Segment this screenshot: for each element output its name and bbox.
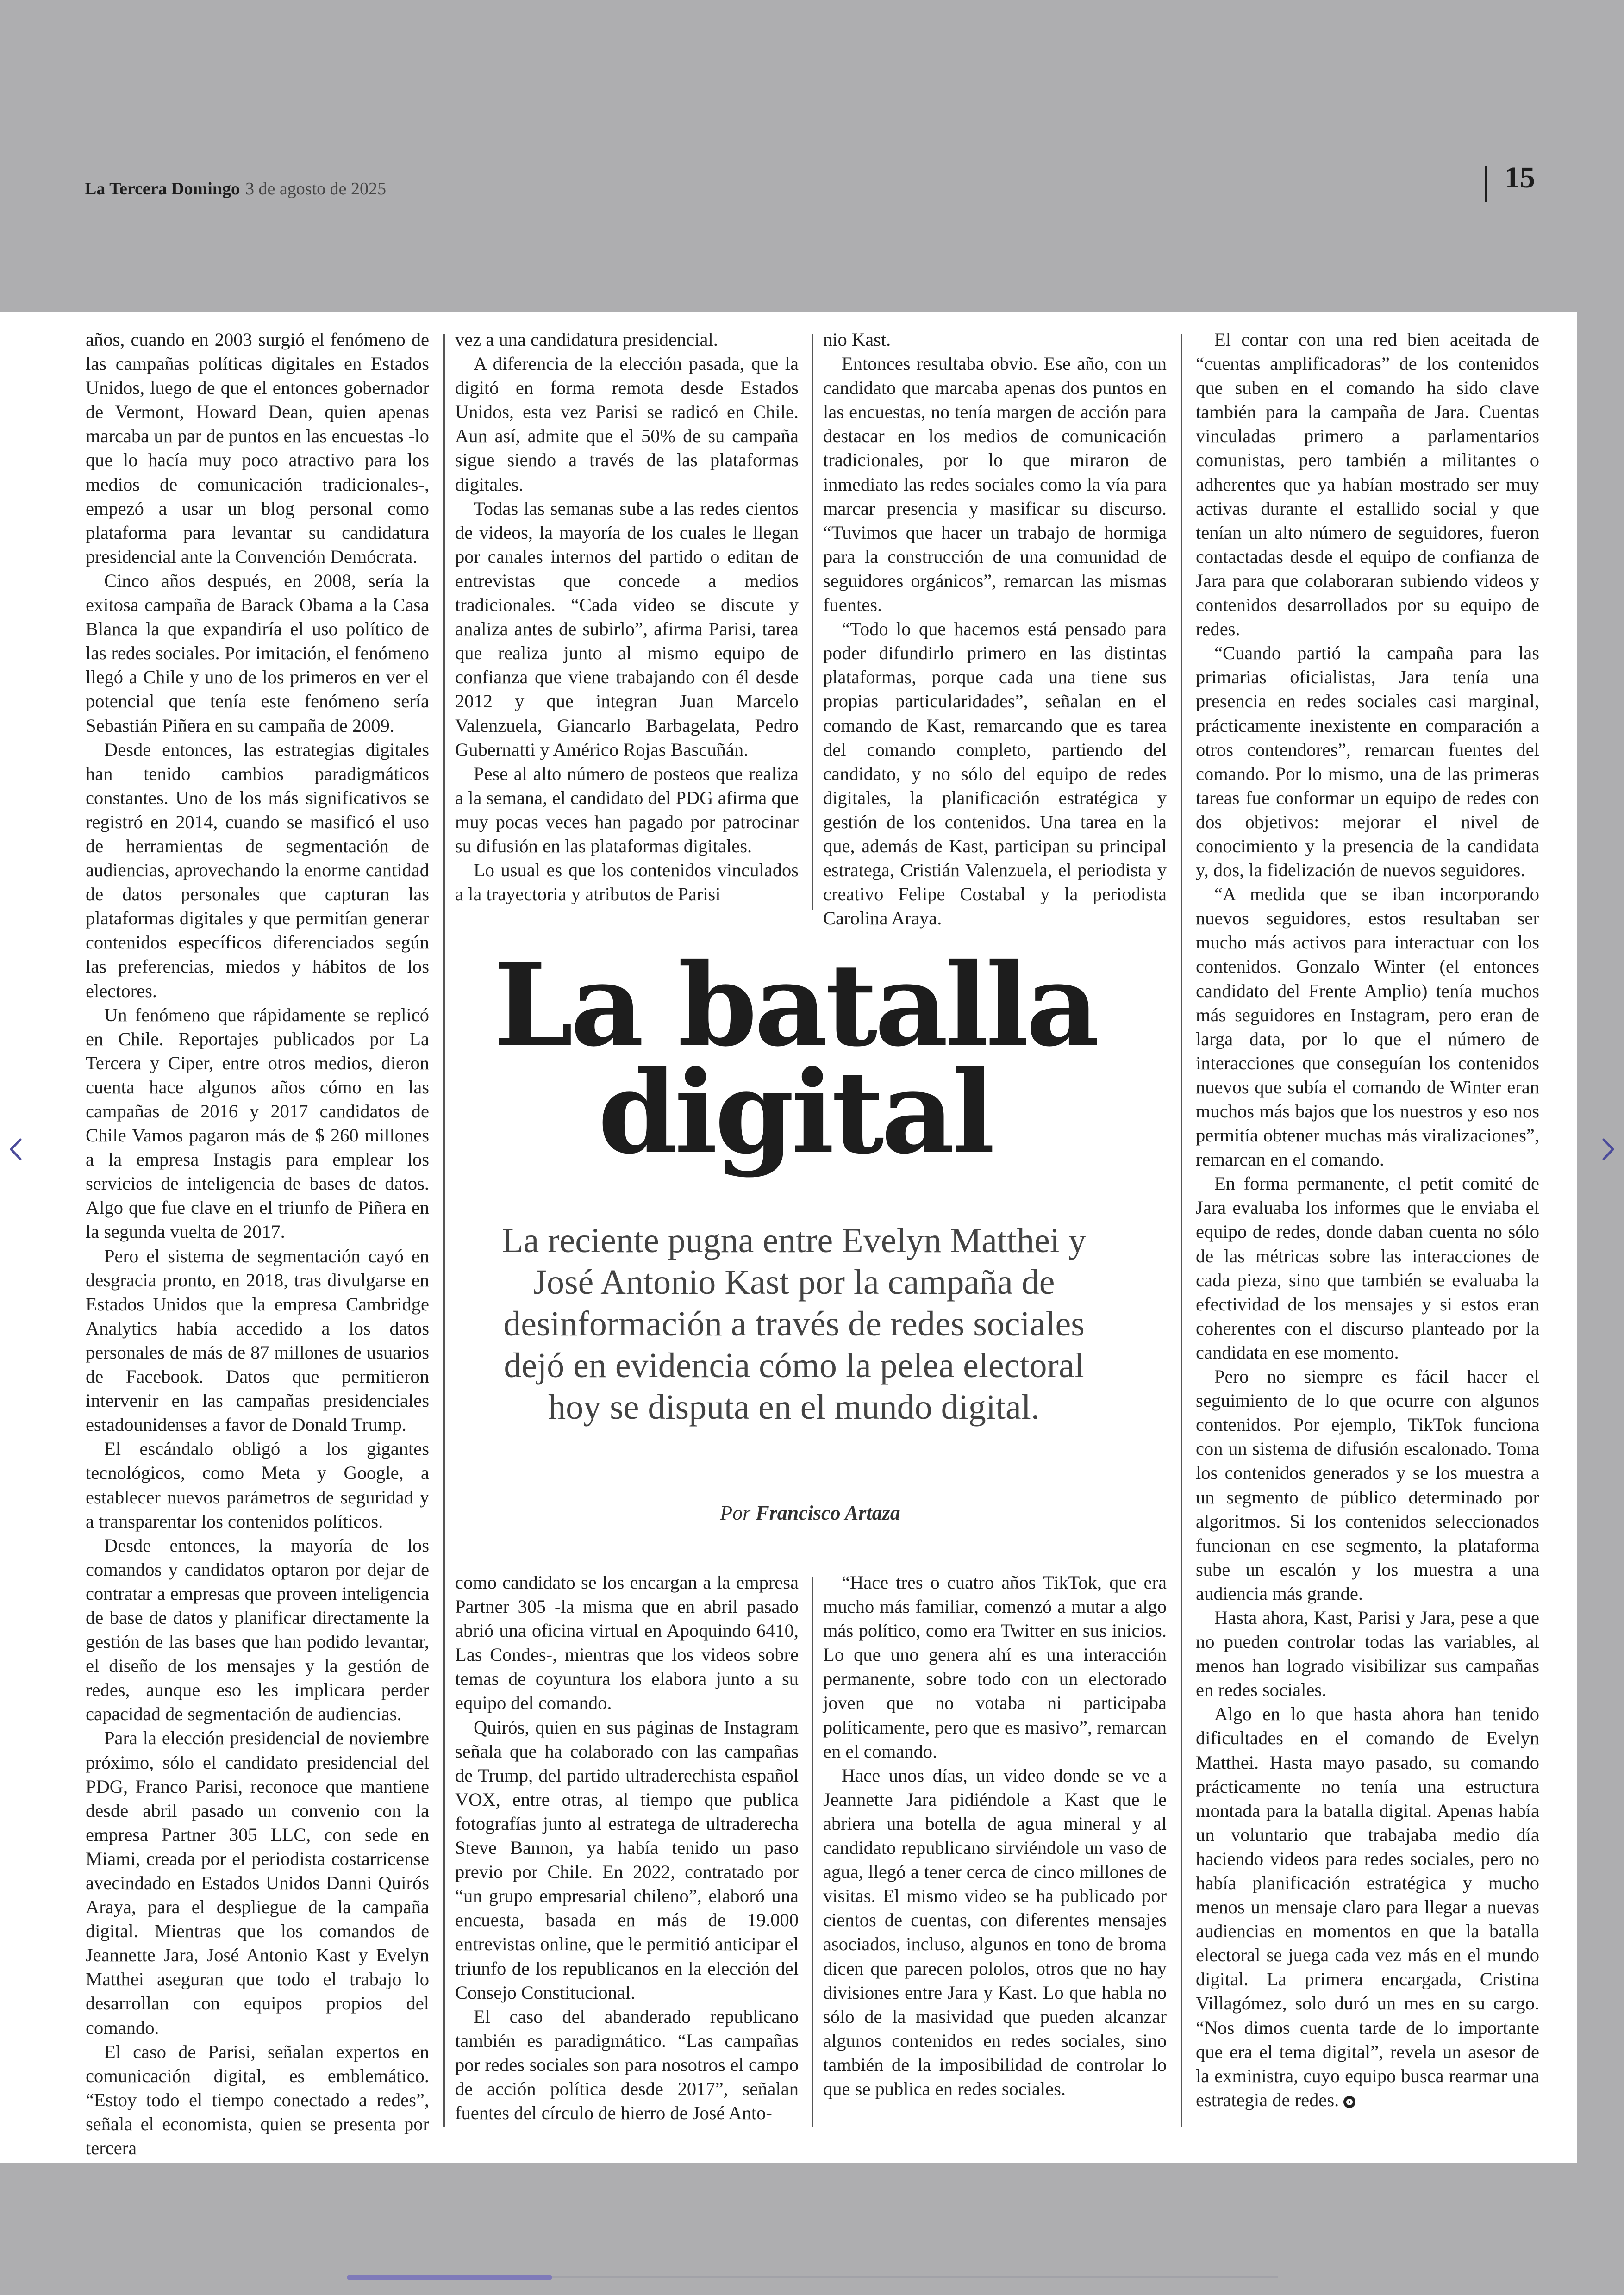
paragraph: El caso del abanderado republicano también es paradigmático. “Las campañas por redes sociales son para nosotros el campo de acción política desde 2017”, señalan fuentes del círculo de hierro de José Anto- <box>455 2006 799 2124</box>
paragraph: vez a una candidatura presidencial. <box>455 329 718 350</box>
article-deck: La reciente pugna entre Evelyn Matthei y José Antonio Kast por la campaña de desinformación a través de redes sociales dejó en evidencia cómo la pelea electoral hoy se disputa en el mundo digital. <box>502 1221 1086 1427</box>
column-divider <box>443 334 445 2127</box>
next-page-button[interactable] <box>1599 1133 1622 1166</box>
paragraph: “Hace tres o cuatro años TikTok, que era mucho más familiar, comenzó a mutar a algo más político, como era Twitter en sus inicios. Lo que uno genera ahí es una interacción permanente, sobre todo con un electorado joven que no votaba ni participaba políticamente, pero que es masivo”, remarcan en el comando. <box>823 1572 1167 1762</box>
byline-author: Francisco Artaza <box>756 1502 900 1524</box>
paragraph: “Todo lo que hacemos está pensado para poder difundirlo primero en las distintas plataformas, porque cada una tiene sus propias particularidades”, señalan en el comando de Kast, remarcando que es tarea del comando completo, partiendo del candidato, y no sólo del equipo de redes digitales, la planificación estratégica y gestión de los contenidos. Una tarea en la que, además de Kast, participan su principal estratega, Cristián Valenzuela, el periodista y creativo Felipe Costabal y la periodista Carolina Araya. <box>823 618 1167 929</box>
article-byline <box>509 1501 1111 1525</box>
headline-line-1: La batalla <box>493 938 1097 1072</box>
paragraph: El escándalo obligó a los gigantes tecnológicos, como Meta y Google, a establecer nuevos parámetros de seguridad y a transparentar los contenidos políticos. <box>86 1438 429 1532</box>
article-column-2-bottom <box>455 1571 799 2130</box>
paragraph: Un fenómeno que rápidamente se replicó en Chile. Reportajes publicados por La Tercera y Ciper, entre otros medios, dieron cuenta hace algunos años cómo en las campañas de 2016 y 2017 candidatos de Chile Vamos pagaron más de $ 260 millones a la empresa Instagis para emplear los servicios de inteligencia de bases de datos. Algo que fue clave en el triunfo de Piñera en la segunda vuelta de 2017. <box>86 1004 429 1242</box>
article-column-2-top <box>455 328 799 912</box>
page-number-divider <box>1485 166 1487 202</box>
end-of-article-icon <box>1343 2096 1355 2108</box>
paragraph: “Cuando partió la campaña para las primarias oficialistas, Jara tenía una presencia en redes sociales casi marginal, prácticamente inexistente en comparación a otros contendores”, remarcan fuentes del comando. Por lo mismo, una de las primeras tareas fue conformar un equipo de redes con dos objetivos: mejorar el nivel de conocimiento y la presencia de la candidata y, dos, la fidelización de nuevos seguidores. <box>1196 642 1539 881</box>
publication-header <box>85 178 386 199</box>
paragraph: Lo usual es que los contenidos vinculados a la trayectoria y atributos de Parisi <box>455 860 799 905</box>
column-divider <box>812 334 813 910</box>
paragraph: Hace unos días, un video donde se ve a Jeannette Jara pidiéndole a Kast que le abriera una botella de agua mineral y al candidato republicano sirviéndole un vaso de agua, llegó a tener cerca de cinco millones de visitas. El mismo video se ha publicado por cientos de cuentas, con diferentes mensajes asociados, incluso, algunos en tono de broma dicen que parecen pololos, otros que no hay divisiones entre Jara y Kast. Lo que habla no sólo de la masividad que pueden alcanzar algunos contenidos en redes sociales, sino también de la imposibilidad de controlar lo que se publica en redes sociales. <box>823 1765 1167 2099</box>
headline-line-2: digital <box>598 1046 993 1179</box>
article-column-1 <box>86 328 429 2159</box>
paragraph: Desde entonces, la mayoría de los comandos y candidatos optaron por dejar de contratar a empresas que proveen inteligencia de base de datos y planificar directamente la gestión de las bases que han podido levantar, el diseño de los mensajes y la gestión de redes, aunque eso les implicara perder capacidad de segmentación de audiencias. <box>86 1534 429 1725</box>
paragraph: Quirós, quien en sus páginas de Instagram señala que ha colaborado con las campañas de Trump, del partido ultraderechista español VOX, entre otras, al tiempo que publica fotografías junto al estratega de ultraderecha Steve Bannon, ya había tenido un paso previo por Chile. En 2022, contratado por “un grupo empresarial chileno”, elaboró una encuesta, basada en más de 19.000 entrevistas online, que le permitió anticipar el triunfo de los republicanos en la elección del Consejo Constitucional. <box>455 1716 799 2003</box>
paragraph: años, cuando en 2003 surgió el fenómeno de las campañas políticas digitales en Estados Unidos, luego de que el entonces gobernador de Vermont, Howard Dean, quien apenas marcaba un par de puntos en las encuestas -lo que lo hacía muy poco atractivo para los medios de comunicación tradicionales-, empezó a usar un blog personal como plataforma para levantar su candidatura presidencial ante la Convención Demócrata. <box>86 329 429 567</box>
paragraph: Entonces resultaba obvio. Ese año, con un candidato que marcaba apenas dos puntos en las encuestas, no tenía margen de acción para destacar en los medios de comunicación tradicionales, por lo que miraron de inmediato las redes sociales como la vía para marcar presencia y masificar su discurso. “Tuvimos que hacer un trabajo de hormiga para la construcción de una comunidad de seguidores orgánicos”, remarcan las mismas fuentes. <box>823 353 1167 616</box>
paragraph: “A medida que se iban incorporando nuevos seguidores, estos resultaban ser mucho más activos para interactuar con los contenidos. Gonzalo Winter (el entonces candidato del Frente Amplio) tenía muchos más seguidores en Instagram, pero eran de larga data, por lo que el número de interacciones que conseguían los contenidos nuevos que subía el comando de Winter eran muchos más bajos que los nuestros y eso nos permitía obtener muchas más viralizaciones”, remarcan en el comando. <box>1196 884 1539 1170</box>
article-column-4 <box>1196 328 1539 2130</box>
paragraph: Pero el sistema de segmentación cayó en desgracia pronto, en 2018, tras divulgarse en Estados Unidos que la empresa Cambridge Analytics había accedido a los datos personales de más de 87 millones de usuarios de Facebook. Datos que permitieron intervenir en las campañas presidenciales estadounidenses a favor de Donald Trump. <box>86 1245 429 1435</box>
publication-name: La Tercera Domingo <box>85 179 240 199</box>
paragraph: Pero no siempre es fácil hacer el seguimiento de lo que ocurre con algunos contenidos. Por ejemplo, TikTok funciona con un sistema de difusión escalonado. Toma los contenidos generados y se los muestra a un segmento de público determinado por algoritmos. Si los contenidos seleccionados funcionan en ese segmento, la plataforma sube un escalón y los muestra a una audiencia más grande. <box>1196 1366 1539 1604</box>
paragraph: Todas las semanas sube a las redes cientos de videos, la mayoría de los cuales le llegan por canales internos del partido o editan de entrevistas que concede a medios tradicionales. “Cada video se discute y analiza antes de subirlo”, afirma Parisi, tarea que realiza junto al mismo equipo de confianza que viene trabajando con él desde 2012 y que integran Juan Marcelo Valenzuela, Giancarlo Barbagelata, Pedro Gubernatti y Américo Rojas Bascuñán. <box>455 498 799 760</box>
paragraph: Cinco años después, en 2008, sería la exitosa campaña de Barack Obama a la Casa Blanca la que expandiría el uso político de las redes sociales. Por imitación, el fenómeno llegó a Chile y uno de los primeros en ver el potencial que tenía este fenómeno sería Sebastián Piñera en su campaña de 2009. <box>86 570 429 736</box>
column-divider <box>812 1577 813 2127</box>
column-divider <box>1181 334 1182 2127</box>
paragraph: Algo en lo que hasta ahora han tenido dificultades en el comando de Evelyn Matthei. Hasta mayo pasado, su comando prácticamente no tenía una estructura montada para la batalla digital. Apenas había un voluntario que trabajaba medio día haciendo videos para redes sociales, pero no había planificación estratégica y mucho menos un mensaje claro para llegar a nuevas audiencias en momentos en que la batalla electoral se juega cada vez más en el mundo digital. La primera encargada, Cristina Villagómez, solo duró un mes en su cargo. “Nos dimos cuenta tarde de lo importante que era el tema digital”, revela un asesor de la exministra, cuyo equipo busca rearmar una estrategia de redes. <box>1196 1703 1539 2110</box>
publication-date: 3 de agosto de 2025 <box>245 179 386 199</box>
article-column-3-top <box>823 328 1167 929</box>
paragraph: A diferencia de la elección pasada, que la digitó en forma remota desde Estados Unidos, esta vez Parisi se radicó en Chile. Aun así, admite que el 50% de su campaña sigue siendo a través de las plataformas digitales. <box>455 353 799 495</box>
previous-page-button[interactable] <box>6 1133 30 1166</box>
paragraph: El caso de Parisi, señalan expertos en comunicación digital, es emblemático. “Estoy todo el tiempo conectado a redes”, señala el economista, quien se presenta por tercera <box>86 2041 429 2159</box>
paragraph: El contar con una red bien aceitada de “cuentas amplificadoras” de los contenidos que suben en el comando ha sido clave también para la campaña de Jara. Cuentas vinculadas primero a parlamentarios comunistas, pero también a militantes o adherentes que ya habían mostrado ser muy activas durante el estallido social y que tenían un alto número de seguidores, fueron contactadas desde el equipo de confianza de Jara para que colaboraran subiendo videos y contenidos desarrollados por su equipo de redes. <box>1196 329 1539 640</box>
paragraph: Desde entonces, las estrategias digitales han tenido cambios paradigmáticos constantes. Uno de los más significativos se registró en 2014, cuando se masificó el uso de herramientas de segmentación de audiencias, aprovechando la enorme cantidad de datos personales que capturan las plataformas digitales y que permitían generar contenidos específicos diferenciados según las preferencias, miedos y hábitos de los electores. <box>86 739 429 1001</box>
page-number: 15 <box>1505 161 1535 194</box>
chevron-right-icon <box>1599 1133 1618 1166</box>
page-progress-indicator[interactable] <box>347 2275 552 2280</box>
paragraph: Para la elección presidencial de noviembre próximo, sólo el candidato presidencial del PDG, Franco Parisi, reconoce que mantiene desde abril pasado un convenio con la empresa Partner 305 LLC, con sede en Miami, creada por el periodista costarricense avecindado en Estados Unidos Danni Quirós Araya, para el despliegue de la campaña digital. Mientras que los comandos de Jeannette Jara, José Antonio Kast y Evelyn Matthei aseguran que todo el trabajo lo desarrollan con equipos propios del comando. <box>86 1727 429 2038</box>
paragraph: como candidato se los encargan a la empresa Partner 305 -la misma que en abril pasado abrió una oficina virtual en Apoquindo 6410, Las Condes-, mientras que los videos sobre temas de coyuntura los elabora junto a su equipo del comando. <box>455 1572 799 1714</box>
paragraph: Pese al alto número de posteos que realiza a la semana, el candidato del PDG afirma que muy pocas veces han pagado por patrocinar su difusión en las plataformas digitales. <box>455 763 799 856</box>
paragraph: nio Kast. <box>823 329 891 350</box>
paragraph: Hasta ahora, Kast, Parisi y Jara, pese a que no pueden controlar todas las variables, al menos han logrado visibilizar sus campañas en redes sociales. <box>1196 1607 1539 1701</box>
article-column-3-bottom <box>823 1571 1167 2130</box>
byline-prefix: Por <box>720 1502 751 1524</box>
paragraph: En forma permanente, el petit comité de Jara evaluaba los informes que le enviaba el equipo de redes, donde daban cuenta no sólo de las métricas sobre las interacciones de cada pieza, sino que también se evaluaba la efectividad de los mensajes y si estos eran coherentes con el discurso planteado por la candidata en ese momento. <box>1196 1173 1539 1363</box>
chevron-left-icon <box>6 1133 25 1166</box>
article-headline <box>456 938 1134 1179</box>
